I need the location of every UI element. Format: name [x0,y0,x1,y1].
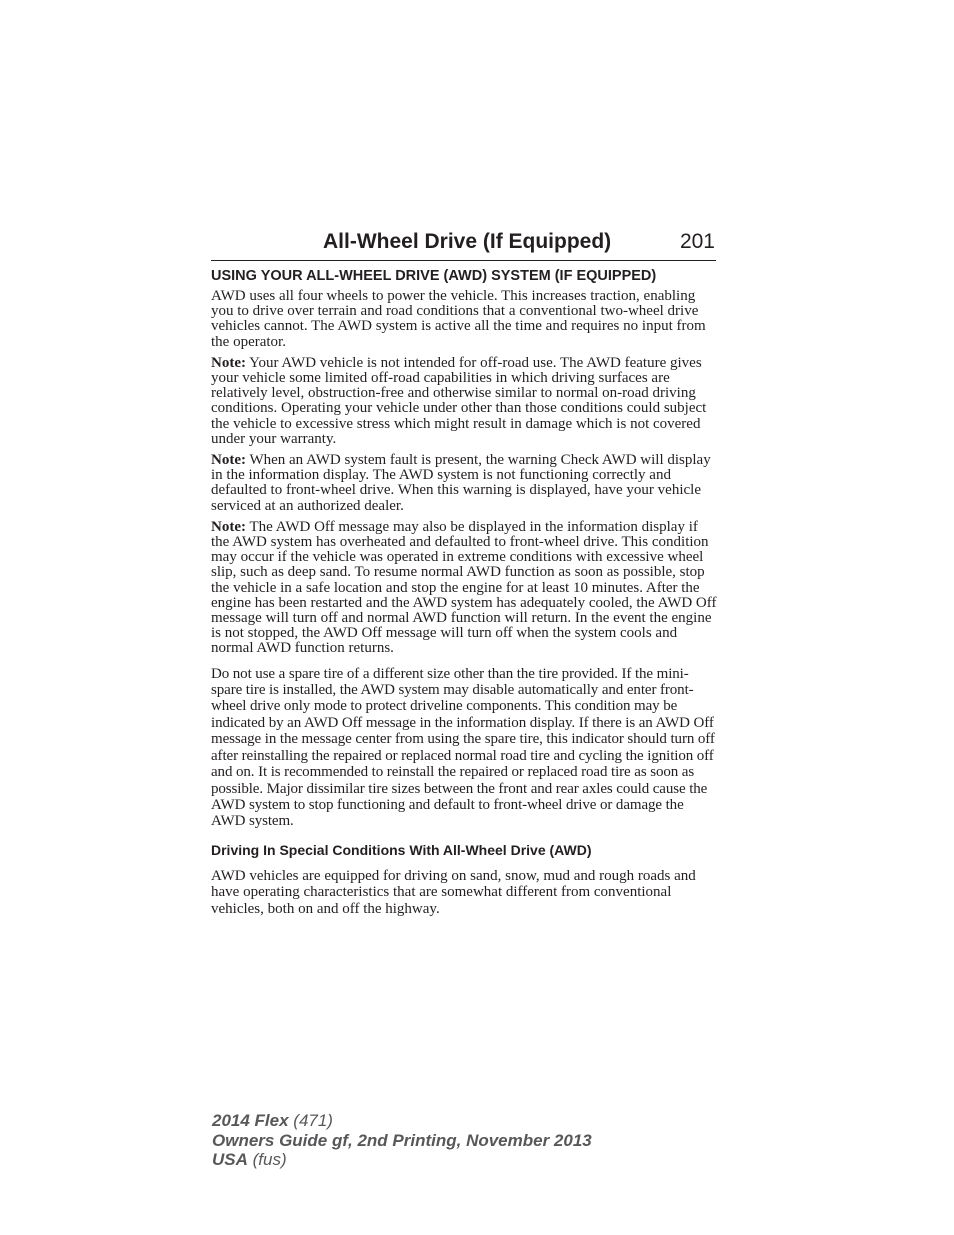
note-text: When an AWD system fault is present, the warning Check AWD will display in the information display. The AWD system is not functioning correctly and defaulted to front-wheel drive. When this warning is displayed, have your vehicle serviced at an authorized dealer. [211,452,711,514]
subsection-heading: Driving In Special Conditions With All-Wheel Drive (AWD) [211,841,592,858]
spare-tire-paragraph: Do not use a spare tire of a different size other than the tire provided. If the mini-spare tire is installed, the AWD system may disable automatically and enter front-wheel drive only mode to protect driveline components. This condition may be indicated by an AWD Off message in the information display. If there is an AWD Off message in the message center from using the spare tire, this indicator should turn off after reinstalling the repaired or replaced normal road tire and cycling the ignition off and on. It is recommended to reinstall the repaired or replaced road tire as soon as possible. Major dissimilar tire sizes between the front and rear axles could cause the AWD system to stop functioning and default to front-wheel drive or damage the AWD system. [211,665,715,830]
note-label: Note: [211,518,246,535]
page-content [211,266,717,923]
subsection-paragraph: AWD vehicles are equipped for driving on sand, snow, mud and rough roads and have operating characteristics that are somewhat different from conventional vehicles, both on and off the highway. [211,867,696,917]
note-paragraph [211,453,717,514]
note-text: Your AWD vehicle is not intended for off-road use. The AWD feature gives your vehicle some limited off-road capabilities in which driving surfaces are relatively level, obstruction-free and otherwise similar to normal on-road driving conditions. Operating your vehicle under other than those conditions could subject the vehicle to excessive stress which might result in damage which is not covered under your warranty. [211,354,707,447]
footer-guide-line: Owners Guide gf, 2nd Printing, November 2013 [212,1130,592,1150]
footer-model-code: (471) [288,1111,333,1130]
footer-market-code: (fus) [247,1150,287,1169]
section-heading: USING YOUR ALL-WHEEL DRIVE (AWD) SYSTEM (IF EQUIPPED) [211,268,657,284]
note-label: Note: [211,354,246,371]
note-text: The AWD Off message may also be displayed in the information display if the AWD system has overheated and defaulted to front-wheel drive. This condition may occur if the vehicle was operated in extreme conditions with excessive wheel slip, such as deep sand. To resume normal AWD function as soon as possible, stop the vehicle in a safe location and stop the engine for at least 10 minutes. After the engine has been restarted and the AWD system has adequately cooled, the AWD Off message will turn off and normal AWD function will return. In the event the engine is not stopped, the AWD Off message will turn off when the system cools and normal AWD function returns. [211,518,717,657]
footer-model: 2014 Flex [212,1111,289,1130]
note-paragraph [211,520,717,657]
page-footer [212,1111,592,1170]
footer-market-line [212,1150,592,1170]
note-paragraph [211,356,717,447]
footer-model-line [212,1111,592,1131]
footer-market: USA [212,1150,248,1169]
intro-paragraph: AWD uses all four wheels to power the vehicle. This increases traction, enabling you to drive over terrain and road conditions that a conventional two-wheel drive vehicles cannot. The AWD system is active all the time and requires no input from the operator. [211,288,706,350]
note-label: Note: [211,452,246,469]
page-header [211,228,716,261]
page-title: All-Wheel Drive (If Equipped) [323,230,612,253]
page-number: 201 [679,230,715,253]
